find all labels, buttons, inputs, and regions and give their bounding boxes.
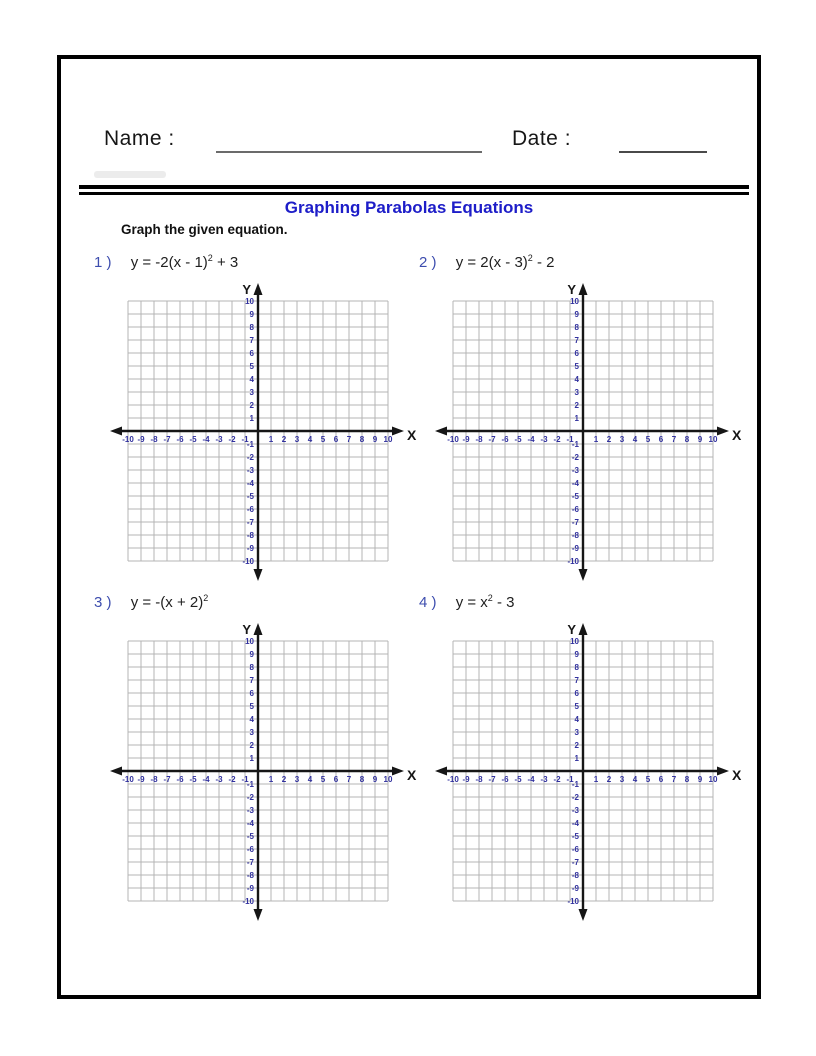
- worksheet-page: [57, 55, 761, 999]
- arrow-down-icon: [579, 909, 588, 921]
- arrow-up-icon: [254, 623, 263, 635]
- y-tick-label: 7: [574, 336, 579, 345]
- x-tick-label: 1: [268, 775, 274, 784]
- y-tick-label: 10: [570, 637, 579, 646]
- coordinate-grid: [433, 281, 749, 583]
- y-tick-label: -6: [246, 845, 254, 854]
- x-tick-label: -5: [514, 775, 522, 784]
- x-tick-label: -8: [475, 435, 483, 444]
- y-tick-label: 2: [249, 401, 254, 410]
- name-blank-line: [216, 151, 482, 153]
- x-tick-label: -7: [488, 435, 496, 444]
- y-tick-label: -5: [571, 492, 579, 501]
- equation-exponent: 2: [207, 253, 213, 263]
- x-tick-label: 7: [671, 775, 677, 784]
- y-tick-label: -8: [246, 531, 254, 540]
- arrow-left-icon: [110, 767, 122, 776]
- x-tick-label: 4: [632, 775, 638, 784]
- x-tick-label: 6: [658, 435, 664, 444]
- y-tick-label: -5: [246, 492, 254, 501]
- coordinate-grid: [108, 621, 424, 923]
- name-label: Name :: [104, 127, 175, 150]
- y-tick-label: 1: [249, 754, 254, 763]
- arrow-right-icon: [392, 767, 404, 776]
- y-tick-label: 1: [249, 414, 254, 423]
- x-tick-label: -5: [189, 775, 197, 784]
- y-tick-label: -7: [571, 858, 579, 867]
- x-tick-label: 8: [359, 435, 365, 444]
- x-tick-label: -4: [527, 435, 535, 444]
- x-tick-label: 6: [333, 435, 339, 444]
- y-tick-label: -2: [246, 793, 254, 802]
- arrow-down-icon: [254, 569, 263, 581]
- x-tick-label: -5: [514, 435, 522, 444]
- y-axis-label: Y: [567, 282, 576, 297]
- y-tick-label: 3: [574, 388, 579, 397]
- y-tick-label: -4: [246, 819, 254, 828]
- x-tick-label: 3: [619, 435, 625, 444]
- x-tick-label: -9: [137, 435, 145, 444]
- x-tick-label: -2: [228, 775, 236, 784]
- date-label: Date :: [512, 127, 572, 150]
- x-tick-label: 7: [346, 435, 352, 444]
- y-tick-label: -1: [571, 780, 579, 789]
- x-tick-label: -3: [215, 775, 223, 784]
- y-tick-label: -3: [246, 466, 254, 475]
- y-axis-label: Y: [242, 282, 251, 297]
- x-tick-label: 1: [268, 435, 274, 444]
- x-tick-label: 6: [333, 775, 339, 784]
- x-tick-label: 10: [708, 435, 718, 444]
- problem-item: [419, 252, 742, 583]
- y-tick-label: -4: [571, 819, 579, 828]
- header-divider-rule: [79, 185, 749, 195]
- arrow-right-icon: [392, 427, 404, 436]
- y-tick-label: 2: [574, 401, 579, 410]
- y-tick-label: 10: [570, 297, 579, 306]
- y-tick-label: 9: [574, 650, 579, 659]
- y-tick-label: -10: [242, 557, 254, 566]
- problem-equation-line: [419, 252, 739, 276]
- y-tick-label: -1: [246, 440, 254, 449]
- x-tick-label: -1: [566, 775, 574, 784]
- equation-exponent: 2: [487, 593, 493, 603]
- y-tick-label: 1: [574, 754, 579, 763]
- x-tick-label: -2: [553, 775, 561, 784]
- y-tick-label: 8: [574, 663, 579, 672]
- x-tick-label: -7: [163, 775, 171, 784]
- y-tick-label: 4: [249, 375, 254, 384]
- y-tick-label: -7: [246, 858, 254, 867]
- y-tick-label: 2: [249, 741, 254, 750]
- x-tick-label: -3: [540, 775, 548, 784]
- y-tick-label: -10: [567, 897, 579, 906]
- y-tick-label: -4: [571, 479, 579, 488]
- problem-equation-line: [94, 252, 414, 276]
- y-tick-label: 4: [574, 715, 579, 724]
- arrow-up-icon: [579, 623, 588, 635]
- arrow-left-icon: [435, 427, 447, 436]
- x-tick-label: 9: [372, 435, 378, 444]
- x-tick-label: -4: [527, 775, 535, 784]
- x-tick-label: 5: [645, 775, 651, 784]
- y-axis-label: Y: [567, 622, 576, 637]
- problem-number: 4 ): [419, 594, 437, 611]
- y-tick-label: 9: [249, 650, 254, 659]
- x-tick-label: 6: [658, 775, 664, 784]
- x-tick-label: 5: [320, 435, 326, 444]
- y-tick-label: -3: [571, 466, 579, 475]
- problem-number: 1 ): [94, 254, 112, 271]
- y-tick-label: -8: [571, 531, 579, 540]
- y-tick-label: -10: [567, 557, 579, 566]
- y-tick-label: 9: [249, 310, 254, 319]
- x-tick-label: -1: [566, 435, 574, 444]
- erased-text-artifact: [94, 171, 166, 178]
- x-tick-label: -9: [462, 775, 470, 784]
- y-tick-label: -2: [571, 793, 579, 802]
- y-tick-label: 10: [245, 297, 254, 306]
- x-tick-label: -7: [488, 775, 496, 784]
- x-tick-label: 10: [708, 775, 718, 784]
- y-tick-label: 8: [574, 323, 579, 332]
- problem-item: [419, 592, 742, 923]
- y-tick-label: 3: [249, 388, 254, 397]
- x-tick-label: -8: [475, 775, 483, 784]
- problem-equation: y = 2(x - 3)$^2$ - 2: [455, 253, 555, 271]
- problem-equation-line: [94, 592, 414, 616]
- y-tick-label: -1: [571, 440, 579, 449]
- x-tick-label: 2: [281, 435, 287, 444]
- problem-equation: y = -2(x - 1)$^2$ + 3: [130, 253, 239, 271]
- x-tick-label: 7: [346, 775, 352, 784]
- y-tick-label: 7: [249, 336, 254, 345]
- y-tick-label: 6: [249, 689, 254, 698]
- x-axis-label: X: [732, 427, 742, 443]
- problem-equation-line: [419, 592, 739, 616]
- coordinate-grid: [108, 281, 424, 583]
- x-tick-label: -3: [540, 435, 548, 444]
- y-axis-label: Y: [242, 622, 251, 637]
- x-tick-label: 2: [606, 435, 612, 444]
- y-tick-label: -9: [571, 544, 579, 553]
- x-tick-label: 1: [593, 775, 599, 784]
- y-tick-label: 4: [574, 375, 579, 384]
- y-tick-label: -2: [571, 453, 579, 462]
- y-tick-label: 2: [574, 741, 579, 750]
- x-tick-label: 9: [697, 775, 703, 784]
- x-tick-label: -10: [122, 435, 134, 444]
- x-tick-label: -2: [228, 435, 236, 444]
- x-tick-label: 5: [320, 775, 326, 784]
- x-tick-label: 1: [593, 435, 599, 444]
- x-tick-label: -9: [137, 775, 145, 784]
- y-tick-label: 8: [249, 323, 254, 332]
- y-tick-label: -8: [246, 871, 254, 880]
- y-tick-label: 3: [574, 728, 579, 737]
- y-tick-label: -6: [246, 505, 254, 514]
- y-tick-label: 6: [249, 349, 254, 358]
- x-tick-label: -6: [176, 435, 184, 444]
- problem-equation: $y = -(x + 2)^2$: [130, 593, 209, 611]
- x-tick-label: 3: [294, 435, 300, 444]
- y-tick-label: 5: [574, 702, 579, 711]
- x-tick-label: -10: [447, 775, 459, 784]
- x-tick-label: -6: [176, 775, 184, 784]
- x-tick-label: 8: [684, 435, 690, 444]
- problem-number: 2 ): [419, 254, 437, 271]
- x-tick-label: 9: [372, 775, 378, 784]
- y-tick-label: -7: [246, 518, 254, 527]
- x-tick-label: -7: [163, 435, 171, 444]
- x-tick-label: -9: [462, 435, 470, 444]
- instruction-text: Graph the given equation.: [121, 222, 288, 237]
- equation-exponent: 2: [203, 593, 209, 603]
- y-tick-label: -4: [246, 479, 254, 488]
- y-tick-label: -7: [571, 518, 579, 527]
- x-tick-label: 2: [606, 775, 612, 784]
- y-tick-label: -3: [246, 806, 254, 815]
- x-tick-label: 8: [684, 775, 690, 784]
- x-tick-label: -6: [501, 435, 509, 444]
- x-tick-label: 4: [632, 435, 638, 444]
- arrow-right-icon: [717, 427, 729, 436]
- problem-equation: $y = x^2 - 3$: [455, 593, 515, 611]
- y-tick-label: 3: [249, 728, 254, 737]
- x-tick-label: 8: [359, 775, 365, 784]
- y-tick-label: 10: [245, 637, 254, 646]
- y-tick-label: -1: [246, 780, 254, 789]
- y-tick-label: 6: [574, 349, 579, 358]
- worksheet-title: Graphing Parabolas Equations: [284, 198, 534, 217]
- x-tick-label: 4: [307, 435, 313, 444]
- y-tick-label: -5: [571, 832, 579, 841]
- y-tick-label: -9: [246, 884, 254, 893]
- arrow-up-icon: [579, 283, 588, 295]
- y-tick-label: -9: [246, 544, 254, 553]
- x-tick-label: 3: [619, 775, 625, 784]
- x-tick-label: 7: [671, 435, 677, 444]
- y-tick-label: 7: [574, 676, 579, 685]
- arrow-left-icon: [110, 427, 122, 436]
- y-tick-label: 1: [574, 414, 579, 423]
- problem-item: [94, 592, 417, 923]
- x-axis-label: X: [407, 767, 417, 783]
- equation-exponent: 2: [527, 253, 533, 263]
- y-tick-label: 5: [249, 362, 254, 371]
- y-tick-label: 4: [249, 715, 254, 724]
- y-tick-label: -5: [246, 832, 254, 841]
- x-tick-label: 4: [307, 775, 313, 784]
- y-tick-label: 9: [574, 310, 579, 319]
- problem-item: [94, 252, 417, 583]
- arrow-right-icon: [717, 767, 729, 776]
- y-tick-label: -10: [242, 897, 254, 906]
- y-tick-label: 5: [574, 362, 579, 371]
- x-tick-label: -6: [501, 775, 509, 784]
- y-tick-label: -6: [571, 505, 579, 514]
- arrow-left-icon: [435, 767, 447, 776]
- y-tick-label: -3: [571, 806, 579, 815]
- y-tick-label: -6: [571, 845, 579, 854]
- y-tick-label: 7: [249, 676, 254, 685]
- problem-number: 3 ): [94, 594, 112, 611]
- y-tick-label: -9: [571, 884, 579, 893]
- arrow-up-icon: [254, 283, 263, 295]
- date-blank-line: [619, 151, 707, 153]
- x-tick-label: 3: [294, 775, 300, 784]
- y-tick-label: -2: [246, 453, 254, 462]
- y-tick-label: 8: [249, 663, 254, 672]
- x-tick-label: 2: [281, 775, 287, 784]
- x-tick-label: -4: [202, 435, 210, 444]
- x-tick-label: 10: [383, 435, 393, 444]
- x-tick-label: -10: [122, 775, 134, 784]
- y-tick-label: 5: [249, 702, 254, 711]
- x-axis-label: X: [732, 767, 742, 783]
- x-tick-label: -1: [241, 775, 249, 784]
- y-tick-label: 6: [574, 689, 579, 698]
- x-tick-label: -4: [202, 775, 210, 784]
- y-tick-label: -8: [571, 871, 579, 880]
- x-tick-label: -1: [241, 435, 249, 444]
- arrow-down-icon: [254, 909, 263, 921]
- x-axis-label: X: [407, 427, 417, 443]
- coordinate-grid: [433, 621, 749, 923]
- x-tick-label: -8: [150, 435, 158, 444]
- x-tick-label: -2: [553, 435, 561, 444]
- x-tick-label: 10: [383, 775, 393, 784]
- x-tick-label: -3: [215, 435, 223, 444]
- x-tick-label: -10: [447, 435, 459, 444]
- x-tick-label: -8: [150, 775, 158, 784]
- x-tick-label: -5: [189, 435, 197, 444]
- x-tick-label: 9: [697, 435, 703, 444]
- arrow-down-icon: [579, 569, 588, 581]
- x-tick-label: 5: [645, 435, 651, 444]
